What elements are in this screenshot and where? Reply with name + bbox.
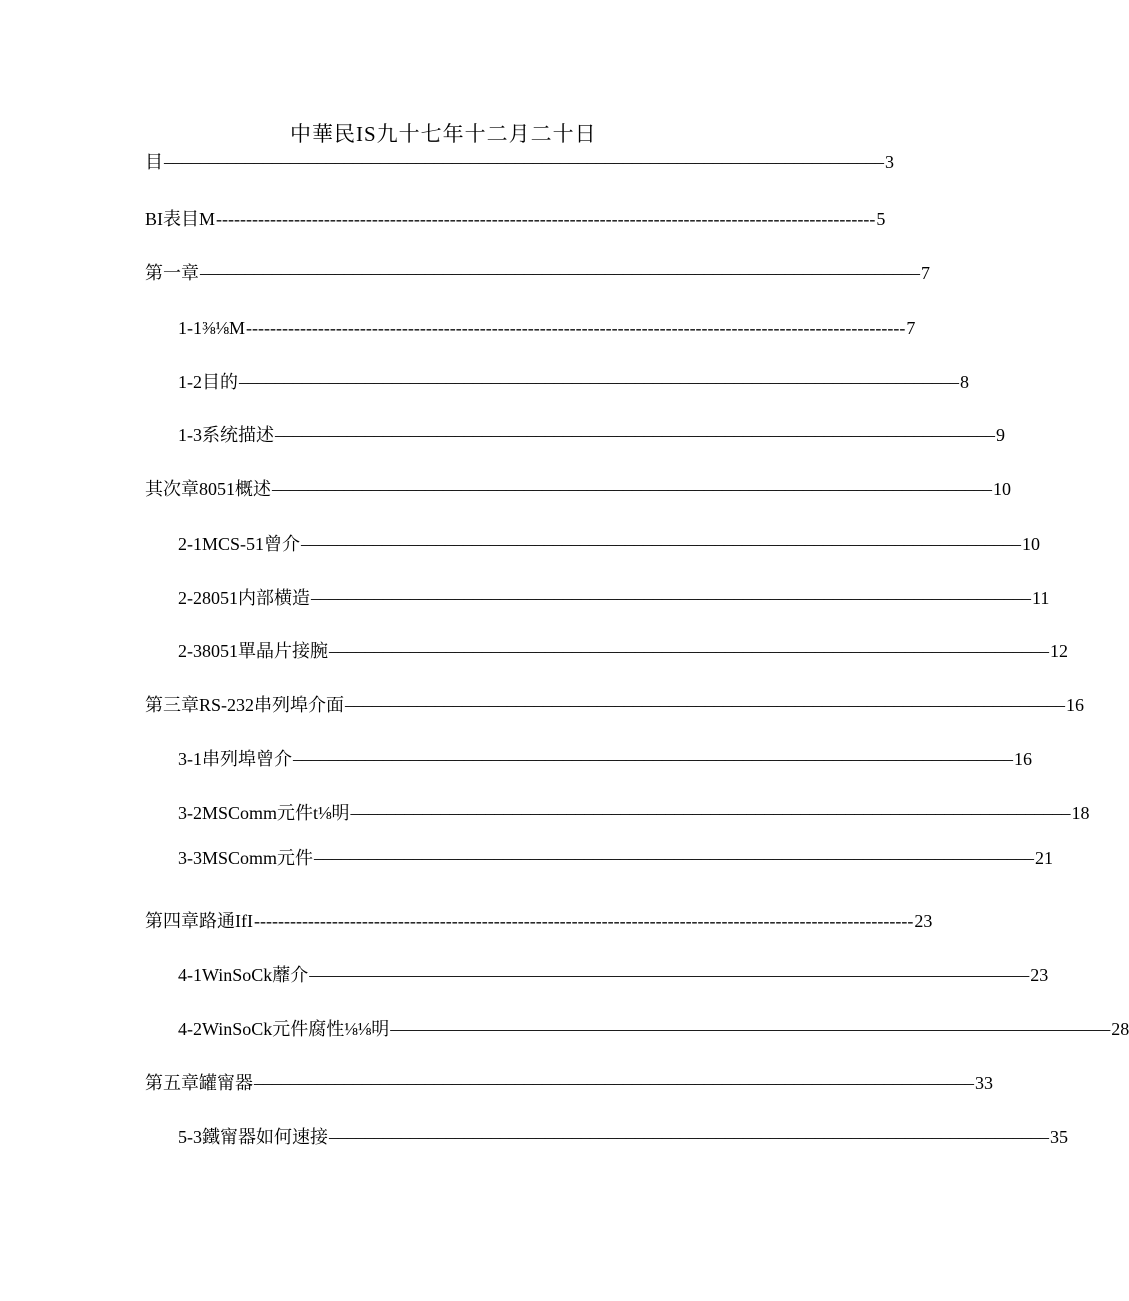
dot-leader: -------------------------------------------------------------------------------------------------------------- [216, 209, 876, 229]
dot-leader: –––––––––––––––––––––––––––––––––––––––––––––––––––––––––––––––––––––––––––––––– [311, 588, 1031, 608]
toc-entry-page: 3 [885, 152, 894, 172]
toc-entry-label: 5-3鐵甯器如何速接 [178, 1127, 328, 1147]
toc-entry-number: 2-2 [178, 588, 202, 608]
toc-entry-label: 第四章路通IfI [145, 911, 253, 931]
toc-entry-page: 10 [993, 479, 1011, 499]
toc-entry-label: 目 [145, 152, 163, 172]
toc-entry-page: 10 [1022, 534, 1041, 554]
toc-entry-page: 8 [960, 372, 969, 392]
toc-entry[interactable] [178, 423, 1005, 447]
dot-leader: –––––––––––––––––––––––––––––––––––––––––––––––––––––––––––––––––––––––––––––––– [293, 749, 1013, 769]
toc-entry-label: 1-1⅜⅛M [178, 318, 245, 338]
toc-entry[interactable] [145, 693, 1085, 717]
toc-entry[interactable] [145, 261, 930, 285]
toc-entry-number: 2-1 [178, 534, 202, 554]
toc-entry-page: 7 [906, 318, 916, 338]
toc-entry-label: 1-3系统描述 [178, 425, 274, 445]
toc-entry-page: 7 [921, 263, 930, 283]
toc-entry-page: 23 [914, 911, 933, 931]
dot-leader: –––––––––––––––––––––––––––––––––––––––––––––––––––––––––––––––––––––––––––––––– [164, 152, 884, 172]
toc-entry-label: 第一章 [145, 263, 199, 283]
toc-entry[interactable] [145, 207, 886, 231]
toc-entry-page: 5 [876, 209, 886, 229]
toc-entry-page: 28 [1111, 1019, 1129, 1039]
toc-entry[interactable] [178, 639, 1068, 663]
dot-leader: –––––––––––––––––––––––––––––––––––––––––––––––––––––––––––––––––––––––––––––––– [239, 372, 959, 392]
toc-entry-label: 4-2WinSoCk元件腐性⅛⅛明 [178, 1019, 390, 1039]
toc-entry-page: 12 [1050, 641, 1068, 661]
toc-entry-number: 2-3 [178, 641, 202, 661]
dot-leader: –––––––––––––––––––––––––––––––––––––––––––––––––––––––––––––––––––––––––––––––– [200, 263, 920, 283]
toc-entry[interactable] [145, 909, 933, 933]
toc-entry-label: 其次章8051概述 [145, 479, 271, 499]
toc-entry-page: 9 [996, 425, 1005, 445]
dot-leader: –––––––––––––––––––––––––––––––––––––––––––––––––––––––––––––––––––––––––––––––– [329, 1127, 1049, 1147]
dot-leader: –––––––––––––––––––––––––––––––––––––––––––––––––––––––––––––––––––––––––––––––– [350, 803, 1071, 823]
toc-entry-label: 第三章RS-232串列埠介面 [145, 695, 345, 715]
toc-entry-page: 35 [1050, 1127, 1068, 1147]
toc-entry-label: BI表目M [145, 209, 216, 229]
toc-entry[interactable] [178, 1017, 1129, 1041]
toc-entry[interactable] [178, 532, 1041, 556]
toc-entry[interactable] [145, 477, 1011, 501]
toc-entry-label: 8051内部横造 [202, 588, 310, 608]
toc-entry[interactable] [178, 801, 1090, 825]
toc-entry[interactable] [178, 846, 1054, 870]
toc-entry-label: 3-2MSComm元件t⅛明 [178, 803, 350, 823]
toc-entry[interactable] [178, 370, 969, 394]
dot-leader: -------------------------------------------------------------------------------------------------------------- [246, 318, 906, 338]
toc-entry[interactable] [178, 586, 1050, 610]
toc-entry-page: 11 [1032, 588, 1050, 608]
dot-leader: –––––––––––––––––––––––––––––––––––––––––––––––––––––––––––––––––––––––––––––––– [314, 848, 1035, 868]
dot-leader: –––––––––––––––––––––––––––––––––––––––––––––––––––––––––––––––––––––––––––––––– [390, 1019, 1111, 1039]
toc-entry-label: 1-2目的 [178, 372, 238, 392]
toc-entry[interactable] [178, 963, 1049, 987]
dot-leader: –––––––––––––––––––––––––––––––––––––––––––––––––––––––––––––––––––––––––––––––– [275, 425, 995, 445]
dot-leader: –––––––––––––––––––––––––––––––––––––––––––––––––––––––––––––––––––––––––––––––– [309, 965, 1030, 985]
toc-entry[interactable] [178, 747, 1032, 771]
toc-entry[interactable] [145, 150, 894, 174]
toc-entry-label: MCS-51曾介 [202, 534, 301, 554]
toc-entry-page: 16 [1066, 695, 1085, 715]
toc-entry-label: 8051單晶片接腕 [202, 641, 328, 661]
dot-leader: –––––––––––––––––––––––––––––––––––––––––––––––––––––––––––––––––––––––––––––––– [254, 1073, 974, 1093]
toc-entry[interactable] [178, 316, 916, 340]
toc-entry-label: 3-3MSComm元件 [178, 848, 314, 868]
toc-entry-page: 23 [1030, 965, 1049, 985]
dot-leader: -------------------------------------------------------------------------------------------------------------- [253, 911, 914, 931]
toc-entry-label: 3-1串列埠曾介 [178, 749, 292, 769]
toc-entry-label: 4-1WinSoCk蘼介 [178, 965, 309, 985]
page-heading: 中華民IS九十七年十二月二十日 [290, 122, 597, 146]
toc-entry-page: 33 [975, 1073, 993, 1093]
dot-leader: –––––––––––––––––––––––––––––––––––––––––––––––––––––––––––––––––––––––––––––––– [272, 479, 992, 499]
toc-entry[interactable] [145, 1071, 993, 1095]
dot-leader: –––––––––––––––––––––––––––––––––––––––––––––––––––––––––––––––––––––––––––––––– [329, 641, 1049, 661]
toc-entry[interactable] [178, 1125, 1068, 1149]
toc-entry-page: 18 [1071, 803, 1090, 823]
dot-leader: –––––––––––––––––––––––––––––––––––––––––––––––––––––––––––––––––––––––––––––––– [301, 534, 1022, 554]
toc-entry-page: 21 [1035, 848, 1054, 868]
toc-entry-label: 第五章罐甯器 [145, 1073, 253, 1093]
toc-entry-page: 16 [1014, 749, 1032, 769]
dot-leader: –––––––––––––––––––––––––––––––––––––––––––––––––––––––––––––––––––––––––––––––– [345, 695, 1066, 715]
